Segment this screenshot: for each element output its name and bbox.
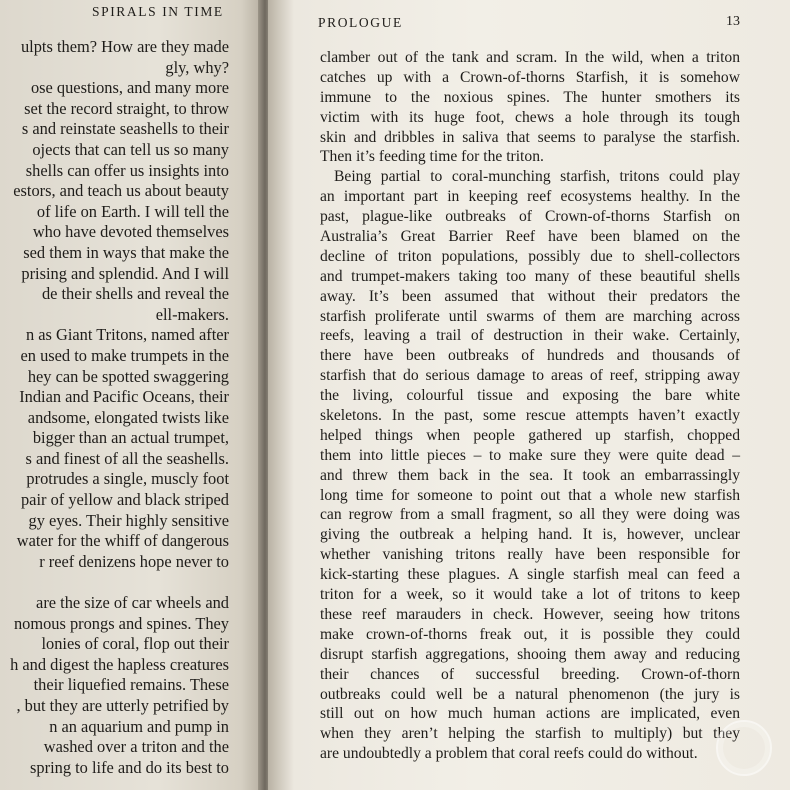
text-line: lonies of coral, flop out their	[41, 634, 229, 654]
text-line: are the size of car wheels and	[36, 593, 229, 613]
text-line: shells can offer us insights into	[25, 160, 229, 180]
text-line: nomous prongs and spines. They	[13, 613, 229, 633]
text-line	[0, 572, 229, 593]
text-line: en used to make trumpets in the	[20, 345, 229, 365]
left-page	[0, 0, 262, 790]
text-line: starfish that do serious damage to areas of reef, stripping away	[320, 367, 740, 385]
text-line: Australia’s Great Barrier Reef have been blamed on the	[320, 228, 740, 246]
text-line: n as Giant Tritons, named after	[25, 325, 229, 345]
text-line: spring to life and do its best to	[30, 757, 229, 777]
text-line: past, plague-like outbreaks of Crown-of-thorns Starfish on	[320, 208, 740, 226]
text-line: them into little pieces – to make sure they were quite dead –	[320, 446, 740, 464]
left-running-head: SPIRALS IN TIME	[92, 4, 224, 19]
text-line: and trumpet-makers taking too many of these beautiful shells	[320, 267, 740, 285]
right-page-text	[320, 48, 740, 764]
text-line: skeletons. In the past, some rescue attempts haven’t exactly	[320, 407, 740, 425]
text-line: clamber out of the tank and scram. In the wild, when a triton	[320, 49, 740, 66]
text-line: s and reinstate seashells to their	[21, 119, 229, 139]
text-line: whether vanishing tritons really have been responsible for	[320, 546, 740, 564]
text-line: are undoubtedly a problem that coral reefs could do without.	[320, 745, 698, 763]
text-line: ell-makers.	[155, 304, 229, 324]
text-line: victim with its huge foot, chews a hole through its tough	[320, 108, 740, 126]
text-line: away. It’s been assumed that without their predators the	[320, 287, 740, 305]
text-line: of life on Earth. I will tell the	[36, 201, 229, 221]
text-line: r reef denizens hope never to	[39, 551, 229, 571]
text-line: , but they are utterly petrified by	[16, 696, 229, 715]
text-line: who have devoted themselves	[32, 222, 229, 242]
text-line: an important part in keeping reef ecosystems healthy. In the	[320, 188, 740, 206]
text-line: and threw them back in the sea. It took an embarrassingly	[320, 466, 740, 484]
text-line: outbreaks could well be a natural phenomenon (the jury is	[320, 685, 740, 703]
text-line: de their shells and reveal the	[41, 284, 229, 304]
text-line: ojects that can tell us so many	[32, 139, 229, 159]
text-line: kick-starting these plagues. A single starfish meal can feed a	[320, 566, 740, 584]
text-line: water for the whiff of dangerous	[16, 531, 229, 551]
text-line: these reef marauders in check. However, seeing how tritons	[320, 605, 740, 623]
text-line: prising and splendid. And I will	[21, 263, 229, 283]
text-line: long time for someone to point out that a whole new starfish	[320, 486, 740, 504]
text-line: reefs, leaving a trail of destruction in their wake. Certainly,	[320, 327, 740, 345]
text-line: when they aren’t helping the starfish to multiply) but they	[320, 725, 740, 743]
text-line: Then it’s feeding time for the triton.	[320, 148, 544, 166]
text-line: triton for a week, so it would take a lot of tritons to keep	[320, 586, 740, 604]
text-line: ulpts them? How are they made	[20, 37, 229, 56]
text-line: can regrow from a small fragment, so all they were doing was	[320, 506, 740, 524]
page-number: 13	[726, 14, 740, 29]
text-line: there have been outbreaks of hundreds and thousands of	[320, 347, 740, 365]
text-line: bigger than an actual trumpet,	[32, 428, 229, 448]
text-line: skin and dribbles in saliva that seems to paralyse the starfish.	[320, 128, 740, 146]
text-line: helped things when people gathered up starfish, chopped	[320, 426, 740, 444]
text-line: Indian and Pacific Oceans, their	[19, 387, 229, 407]
watermark-stamp	[716, 720, 772, 776]
text-line: Being partial to coral-munching starfish, tritons could play	[334, 168, 740, 186]
text-line: catches up with a Crown-of-thorns Starfish, it is somehow	[320, 68, 740, 86]
text-line: disrupt starfish aggregations, shooing them away and reducing	[320, 645, 740, 663]
right-page	[268, 0, 790, 790]
text-line: set the record straight, to throw	[24, 98, 229, 118]
text-line: their chances of successful breeding. Crown-of-thorn	[320, 665, 740, 683]
text-line: hey can be spotted swaggering	[27, 366, 229, 386]
text-line: gy eyes. Their highly sensitive	[28, 510, 229, 530]
text-line: decline of triton populations, possibly due to shell-collectors	[320, 247, 740, 265]
text-line: pair of yellow and black striped	[20, 490, 229, 510]
text-line: starfish proliferate until swarms of them are marching across	[320, 307, 740, 325]
text-line: ose questions, and many more	[30, 78, 229, 98]
text-line: washed over a triton and the	[43, 737, 229, 757]
text-line: h and digest the hapless creatures	[10, 654, 229, 674]
right-running-head: PROLOGUE	[318, 15, 403, 30]
text-line: s and finest of all the seashells.	[25, 448, 229, 468]
text-line: sed them in ways that make the	[23, 242, 229, 262]
text-line: andsome, elongated twists like	[27, 407, 229, 427]
text-line: immune to the noxious spines. The hunter smothers its	[320, 88, 740, 106]
left-page-text	[0, 37, 229, 778]
text-line: still out on how much human actions are implicated, even	[320, 705, 740, 723]
text-line: gly, why?	[165, 57, 229, 77]
text-line: make crown-of-thorns freak out, it is possible they could	[320, 625, 740, 643]
text-line: n an aquarium and pump in	[49, 716, 229, 736]
text-line: estors, and teach us about beauty	[13, 181, 229, 201]
text-line: the living, colourful tissue and exposing the bare white	[320, 387, 740, 405]
text-line: giving the outbreak a helping hand. It is, however, unclear	[320, 526, 740, 544]
text-line: protrudes a single, muscly foot	[26, 469, 229, 489]
text-line: their liquefied remains. These	[33, 675, 229, 695]
